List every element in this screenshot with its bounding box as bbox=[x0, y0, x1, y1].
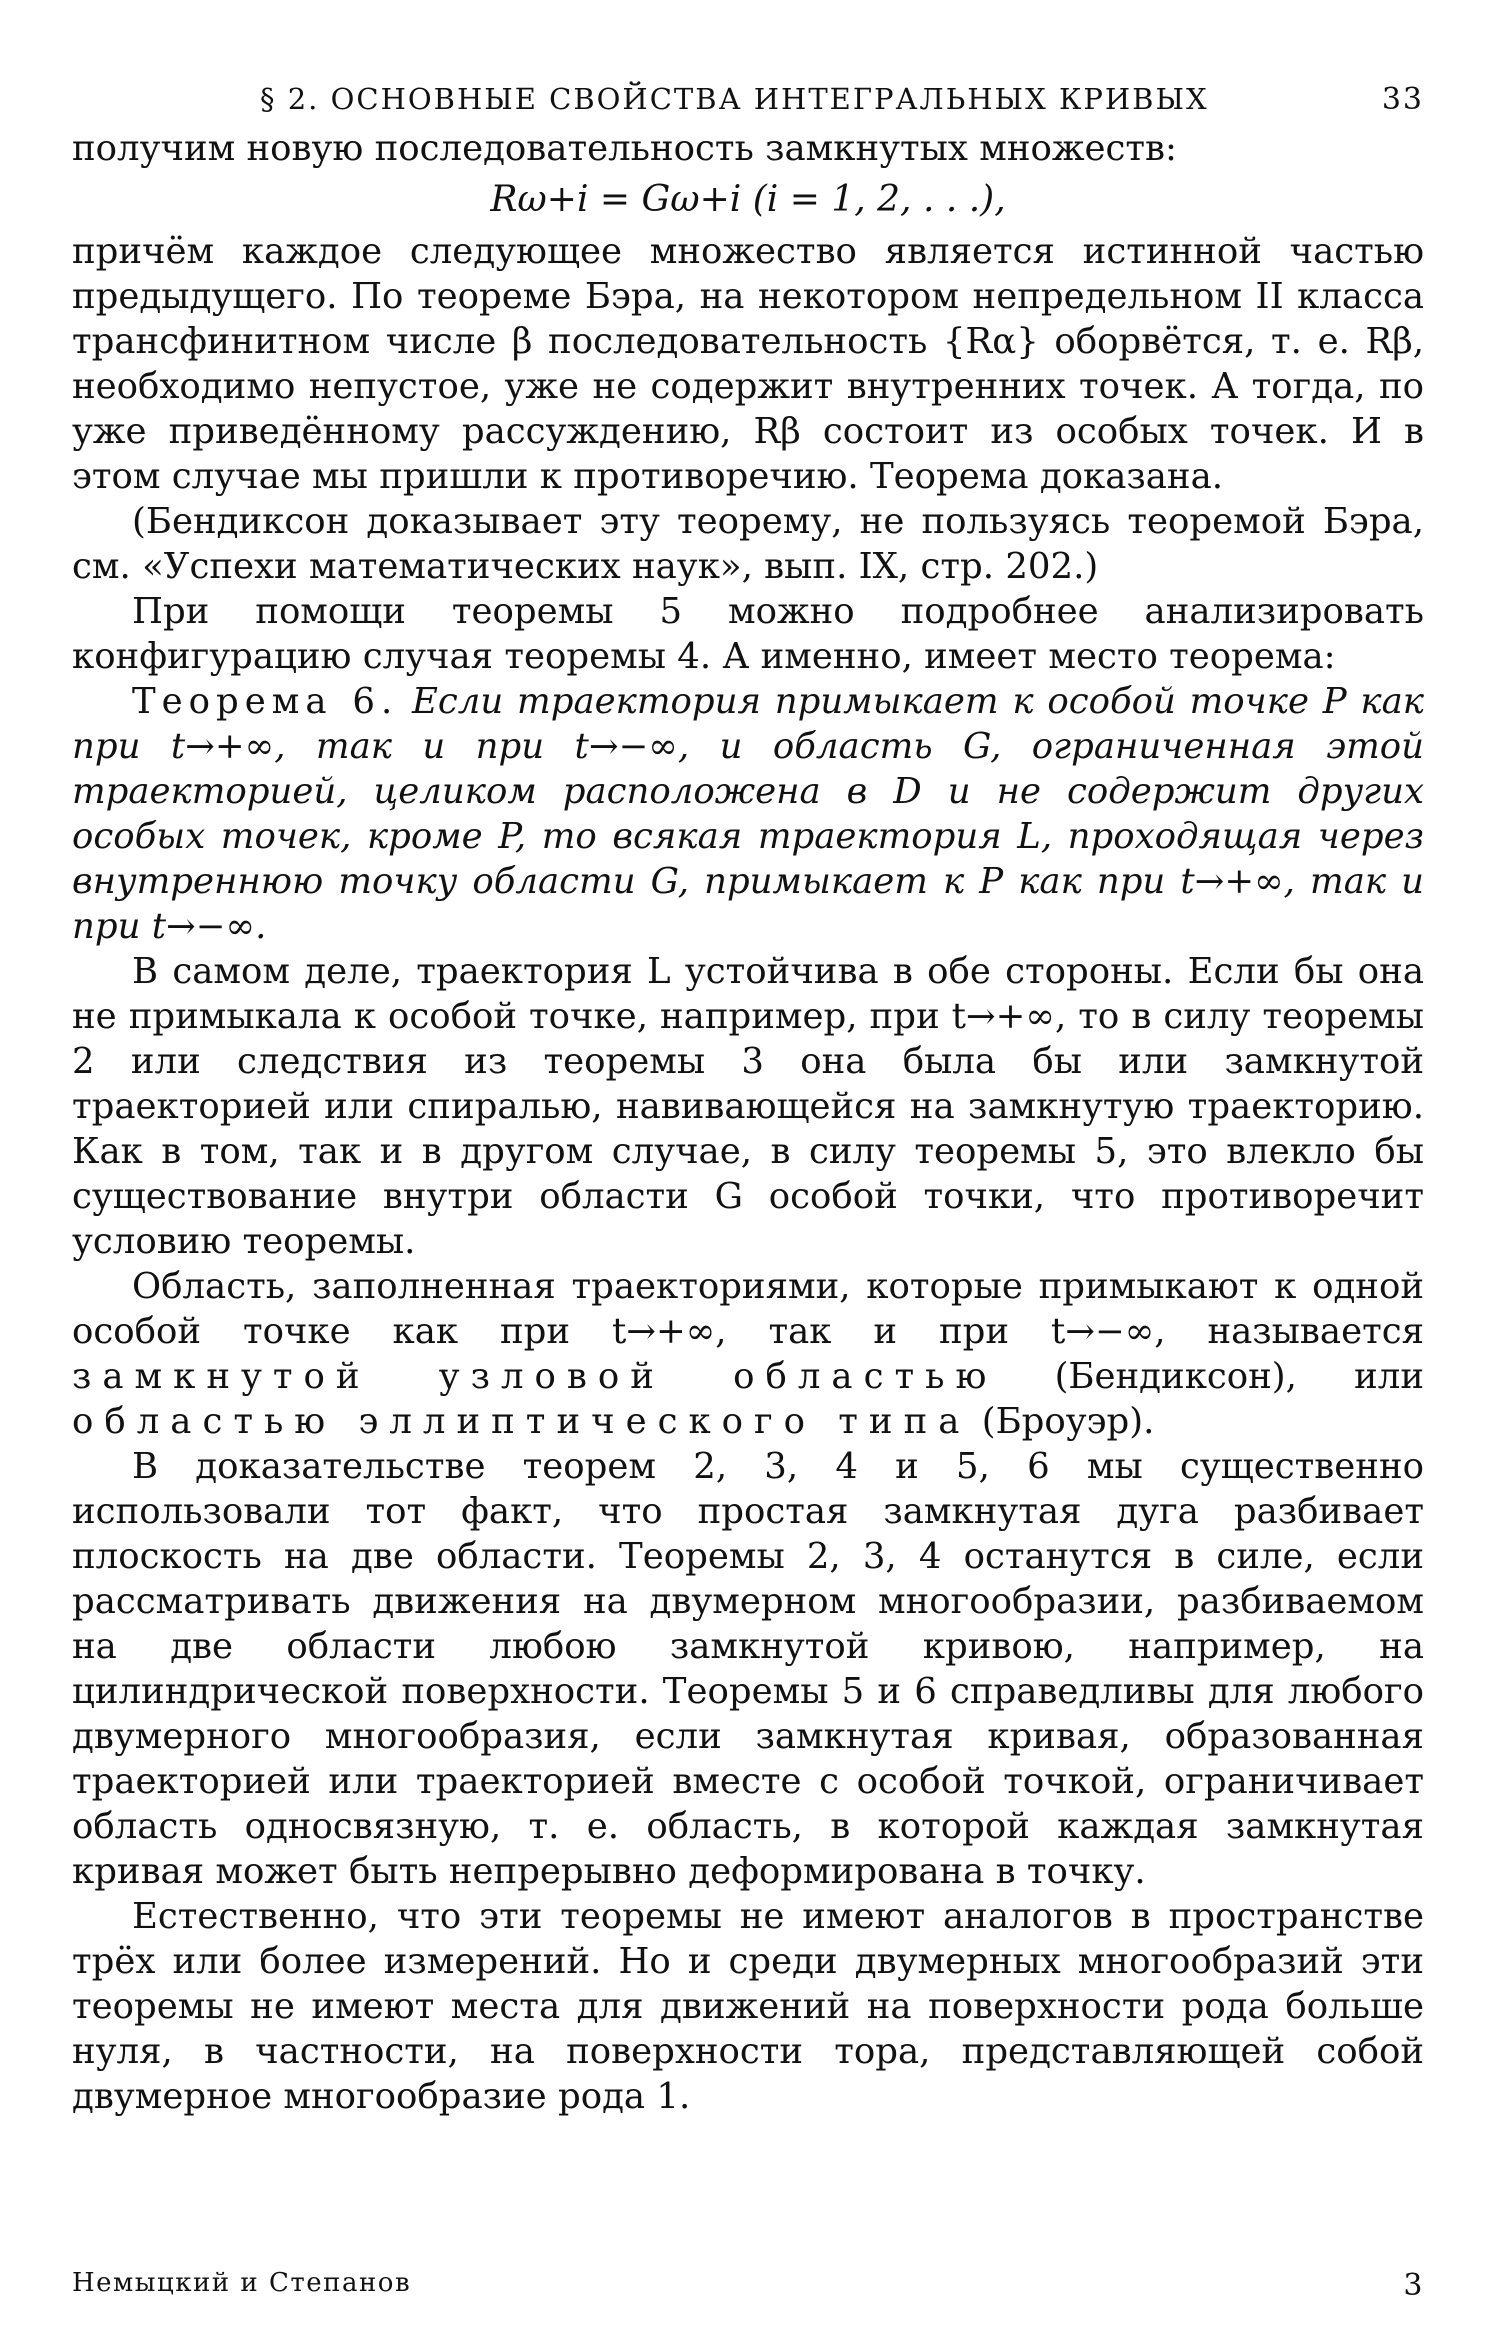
page-number: 33 bbox=[1381, 82, 1424, 117]
theorem-label: Теорема 6. bbox=[132, 681, 399, 722]
paragraph-4: При помощи теоремы 5 можно подробнее анализировать конфигурацию случая теоремы 4. А именно, имеет место теорема: bbox=[72, 591, 1424, 677]
body-text bbox=[72, 126, 1424, 2119]
term-elliptic-region: областью эллиптического типа bbox=[72, 1401, 971, 1442]
footer-authors: Немыцкий и Степанов bbox=[72, 2268, 412, 2298]
paragraph-6-mid: (Бендиксон), или bbox=[1054, 1356, 1424, 1397]
paragraph-1: получим новую последовательность замкнутых множеств: bbox=[72, 128, 1178, 169]
paragraph-8: Естественно, что эти теоремы не имеют аналогов в пространстве трёх или более измерений. Но и среди двумерных многообразий эти теоремы не имеют места для движений на поверхности рода больше нуля, в частности, на поверхности тора, представляющей собой двумерное многообразие рода 1. bbox=[72, 1896, 1424, 2117]
signature-mark: 3 bbox=[1403, 2268, 1424, 2303]
paragraph-5: В самом деле, траектория L устойчива в обе стороны. Если бы она не примыкала к особой точке, например, при t→+∞, то в силу теоремы 2 или следствия из теоремы 3 она была бы или замкнутой траекторией или спиралью, навивающейся на замкнутую траекторию. Как в том, так и в другом случае, в силу теоремы 5, это влекло бы существование внутри области G особой точки, что противоречит условию теоремы. bbox=[72, 951, 1424, 1262]
paragraph-6-start: Область, заполненная траекториями, которые примыкают к одной особой точке как при t→+∞, так и при t→−∞, называется bbox=[72, 1266, 1424, 1352]
formula: Rω+i = Gω+i (i = 1, 2, . . .), bbox=[490, 179, 1006, 220]
theorem-text: Если траектория примыкает к особой точке P как при t→+∞, так и при t→−∞, и область G, ограниченная этой траекторией, целиком расположена в D и не содержит других особых точек, кроме P, то всякая траектория L, проходящая через внутреннюю точку области G, примыкает к P как при t→+∞, так и при t→−∞. bbox=[72, 681, 1424, 947]
paragraph-2: причём каждое следующее множество является истинной частью предыдущего. По теореме Бэра, на некотором непредельном II класса трансфинитном числе β последовательность {Rα} оборвётся, т. е. Rβ, необходимо непустое, уже не содержит внутренних точек. А тогда, по уже приведённому рассуждению, Rβ состоит из особых точек. И в этом случае мы пришли к противоречию. Теорема доказана. bbox=[72, 231, 1424, 497]
paragraph-6 bbox=[72, 1264, 1424, 1444]
footer bbox=[72, 2268, 1424, 2303]
running-head bbox=[72, 70, 1424, 126]
theorem-6 bbox=[72, 679, 1424, 949]
running-title: § 2. ОСНОВНЫЕ СВОЙСТВА ИНТЕГРАЛЬНЫХ КРИВЫХ bbox=[260, 82, 1209, 116]
page bbox=[72, 70, 1424, 2119]
paragraph-3: (Бендиксон доказывает эту теорему, не пользуясь теоремой Бэра, см. «Успехи математических наук», вып. IX, стр. 202.) bbox=[72, 501, 1424, 587]
paragraph-6-end: (Броуэр). bbox=[981, 1401, 1155, 1442]
paragraph-7: В доказательстве теорем 2, 3, 4 и 5, 6 мы существенно использовали тот факт, что простая замкнутая дуга разбивает плоскость на две области. Теоремы 2, 3, 4 останутся в силе, если рассматривать движения на двумерном многообразии, разбиваемом на две области любою замкнутой кривою, например, на цилиндрической поверхности. Теоремы 5 и 6 справедливы для любого двумерного многообразия, если замкнутая кривая, образованная траекторией или траекторией вместе с особой точкой, ограничивает область односвязную, т. е. область, в которой каждая замкнутая кривая может быть непрерывно деформирована в точку. bbox=[72, 1446, 1424, 1892]
term-closed-nodal-region: замкнутой узловой областью bbox=[72, 1356, 998, 1397]
